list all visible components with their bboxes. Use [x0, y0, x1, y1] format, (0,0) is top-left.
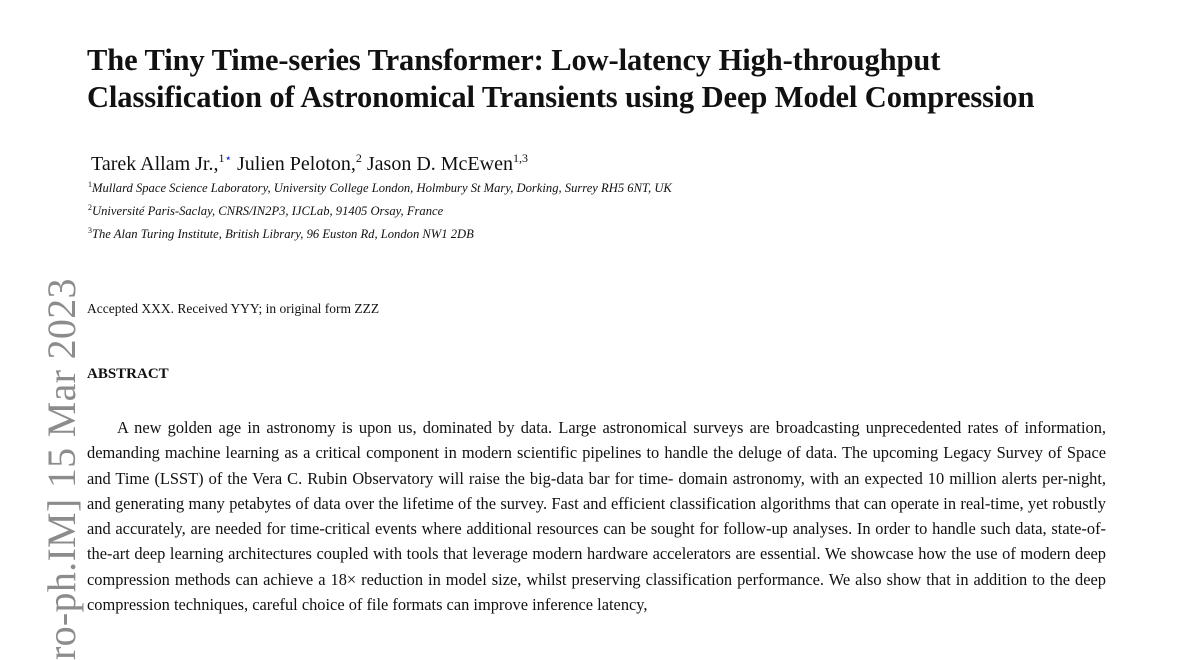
author-affiliation-marker: 1,3	[512, 151, 528, 165]
abstract-heading: ABSTRACT	[87, 366, 169, 382]
affiliation-list	[88, 175, 672, 244]
author-name: Julien Peloton,	[231, 153, 356, 175]
corresponding-author-star-icon: ⋆	[224, 151, 232, 165]
paper-title	[87, 42, 1147, 116]
abstract-text: A new golden age in astronomy is upon us, dominated by data. Large astronomical surveys are broadcasting unprecedented rates of information, demanding machine learning as a critical component in modern scientific pipelines to handle the deluge of data. The upcoming Legacy Survey of Space and Time (LSST) of the Vera C. Rubin Observatory will raise the big-data bar for time- domain astronomy, with an expected 10 million alerts per-night, and generating many petabytes of data over the lifetime of the survey. Fast and efficient classification algorithms that can operate in real-time, yet robustly and accurately, are needed for time-critical events where additional resources can be sought for follow-up analyses. In order to handle such data, state-of-the-art deep learning architectures coupled with tools that leverage modern hardware accelerators are essential. We showcase how the use of modern deep compression methods can achieve a 18× reduction in model size, whilst preserving classification performance. We also show that in addition to the deep compression techniques, careful choice of file formats can improve inference latency,	[87, 418, 1106, 615]
paper-title-line-1: The Tiny Time-series Transformer: Low-latency High-throughput	[87, 43, 941, 77]
paper-title-line-2: Classification of Astronomical Transients using Deep Model Compression	[87, 80, 1035, 114]
author-name: Jason D. McEwen	[361, 153, 513, 175]
author-affiliation-marker: 1⋆	[218, 151, 232, 165]
affiliation-item: $^1$Mullard Space Science Laboratory, University College London, Holmbury St Mary, Dorking, Surrey RH5 6NT, UK	[88, 180, 672, 195]
affiliation-item: $^2$Université Paris-Saclay, CNRS/IN2P3, IJCLab, 91405 Orsay, France	[88, 203, 444, 218]
affiliation-item: $^3$The Alan Turing Institute, British Library, 96 Euston Rd, London NW1 2DB	[88, 226, 474, 241]
arxiv-side-stamp: ro-ph.IM] 15 Mar 2023	[39, 278, 84, 660]
author-name: Tarek Allam Jr.,	[91, 153, 219, 175]
author-list	[91, 145, 528, 177]
received-accepted-line: Accepted XXX. Received YYY; in original form ZZZ	[87, 301, 380, 316]
author-affiliation-marker: 2	[355, 151, 362, 165]
